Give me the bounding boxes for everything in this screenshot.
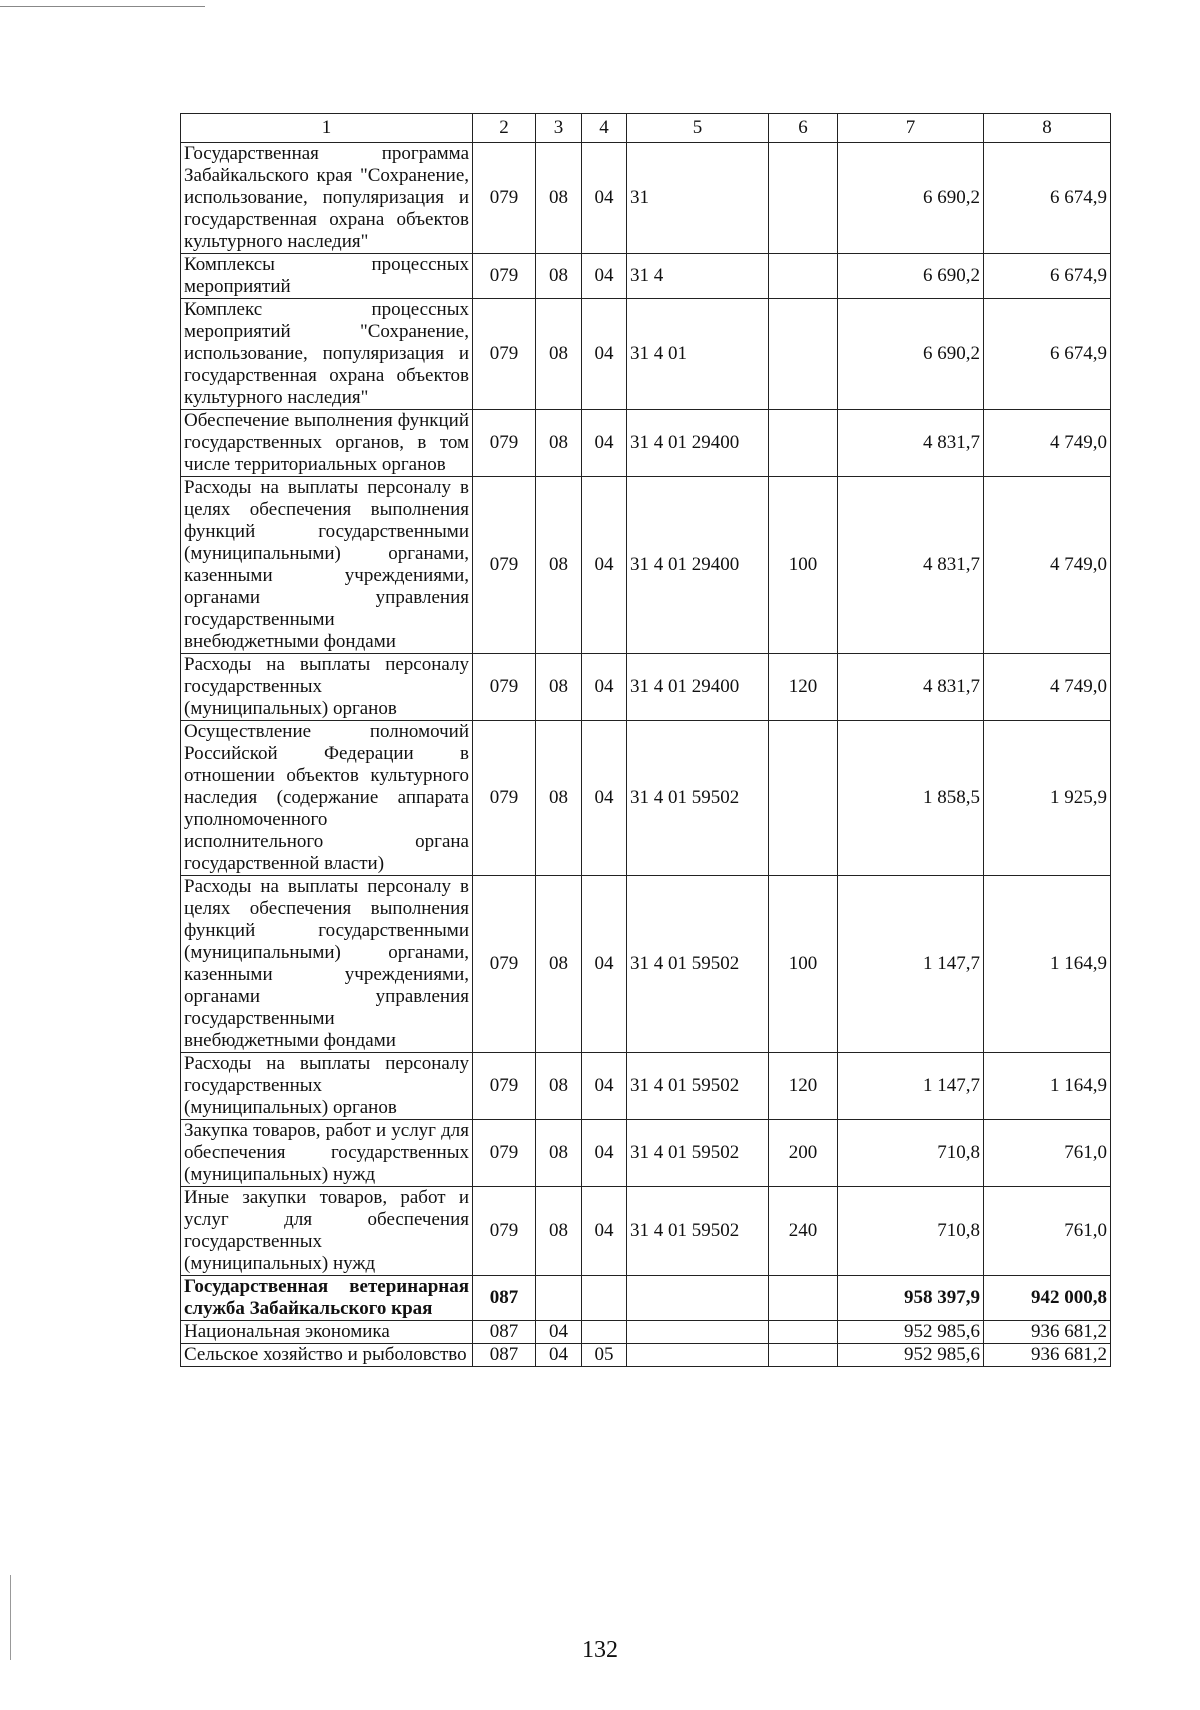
header-cell-1: 1 — [181, 114, 473, 143]
subsection-code-cell: 04 — [582, 410, 627, 477]
section-code-cell: 04 — [536, 1344, 582, 1367]
subsection-code-cell: 05 — [582, 1344, 627, 1367]
expense-type-cell: 100 — [769, 477, 838, 654]
amount-year2-cell: 4 749,0 — [984, 654, 1111, 721]
amount-year2-cell: 761,0 — [984, 1120, 1111, 1187]
target-article-cell: 31 4 01 29400 — [627, 477, 769, 654]
section-code-cell: 08 — [536, 299, 582, 410]
table-row — [181, 1276, 1111, 1321]
expense-type-cell — [769, 299, 838, 410]
section-code-cell: 04 — [536, 1321, 582, 1344]
scan-artifact-line — [0, 6, 205, 7]
page-number: 132 — [582, 1637, 618, 1663]
ministry-code-cell: 087 — [473, 1276, 536, 1321]
row-name-cell: Расходы на выплаты персоналу в целях обеспечения выполнения функций государственными (муниципальными) органами, казенными учреждениями, органами управления государственными внебюджетными фондами — [181, 876, 473, 1053]
expense-type-cell: 200 — [769, 1120, 838, 1187]
section-code-cell: 08 — [536, 143, 582, 254]
subsection-code-cell: 04 — [582, 1053, 627, 1120]
target-article-cell: 31 — [627, 143, 769, 254]
amount-year2-cell: 936 681,2 — [984, 1321, 1111, 1344]
amount-year2-cell: 1 164,9 — [984, 876, 1111, 1053]
subsection-code-cell: 04 — [582, 1187, 627, 1276]
ministry-code-cell: 079 — [473, 876, 536, 1053]
table-row — [181, 1120, 1111, 1187]
table-row — [181, 876, 1111, 1053]
target-article-cell: 31 4 01 59502 — [627, 876, 769, 1053]
expense-type-cell: 120 — [769, 654, 838, 721]
target-article-cell: 31 4 — [627, 254, 769, 299]
ministry-code-cell: 079 — [473, 477, 536, 654]
ministry-code-cell: 087 — [473, 1321, 536, 1344]
table-header-row — [181, 114, 1111, 143]
header-cell-5: 5 — [627, 114, 769, 143]
expense-type-cell — [769, 1276, 838, 1321]
subsection-code-cell: 04 — [582, 721, 627, 876]
table-row — [181, 1187, 1111, 1276]
target-article-cell: 31 4 01 29400 — [627, 654, 769, 721]
row-name-cell: Закупка товаров, работ и услуг для обеспечения государственных (муниципальных) нужд — [181, 1120, 473, 1187]
table-row — [181, 721, 1111, 876]
target-article-cell — [627, 1344, 769, 1367]
amount-year2-cell: 4 749,0 — [984, 410, 1111, 477]
ministry-code-cell: 079 — [473, 654, 536, 721]
section-code-cell: 08 — [536, 1053, 582, 1120]
amount-year1-cell: 958 397,9 — [838, 1276, 984, 1321]
expense-type-cell — [769, 1344, 838, 1367]
ministry-code-cell: 079 — [473, 1053, 536, 1120]
expense-type-cell: 120 — [769, 1053, 838, 1120]
row-name-cell: Государственная программа Забайкальского края "Сохранение, использование, популяризация и государственная охрана объектов культурного наследия" — [181, 143, 473, 254]
expense-type-cell — [769, 254, 838, 299]
amount-year1-cell: 952 985,6 — [838, 1344, 984, 1367]
row-name-cell: Сельское хозяйство и рыболовство — [181, 1344, 473, 1367]
amount-year2-cell: 6 674,9 — [984, 299, 1111, 410]
section-code-cell: 08 — [536, 1187, 582, 1276]
ministry-code-cell: 079 — [473, 410, 536, 477]
expense-type-cell: 100 — [769, 876, 838, 1053]
amount-year1-cell: 4 831,7 — [838, 410, 984, 477]
ministry-code-cell: 079 — [473, 1187, 536, 1276]
table-row — [181, 410, 1111, 477]
subsection-code-cell: 04 — [582, 876, 627, 1053]
row-name-cell: Расходы на выплаты персоналу государственных (муниципальных) органов — [181, 654, 473, 721]
row-name-cell: Комплекс процессных мероприятий "Сохранение, использование, популяризация и государственная охрана объектов культурного наследия" — [181, 299, 473, 410]
amount-year1-cell: 6 690,2 — [838, 143, 984, 254]
subsection-code-cell — [582, 1276, 627, 1321]
amount-year1-cell: 952 985,6 — [838, 1321, 984, 1344]
amount-year1-cell: 6 690,2 — [838, 299, 984, 410]
amount-year2-cell: 1 164,9 — [984, 1053, 1111, 1120]
amount-year2-cell: 1 925,9 — [984, 721, 1111, 876]
expense-type-cell — [769, 410, 838, 477]
row-name-cell: Комплексы процессных мероприятий — [181, 254, 473, 299]
amount-year2-cell: 942 000,8 — [984, 1276, 1111, 1321]
table-row — [181, 1053, 1111, 1120]
subsection-code-cell: 04 — [582, 477, 627, 654]
amount-year2-cell: 6 674,9 — [984, 254, 1111, 299]
section-code-cell: 08 — [536, 721, 582, 876]
target-article-cell: 31 4 01 59502 — [627, 1120, 769, 1187]
header-cell-2: 2 — [473, 114, 536, 143]
ministry-code-cell: 079 — [473, 254, 536, 299]
header-cell-7: 7 — [838, 114, 984, 143]
section-code-cell: 08 — [536, 410, 582, 477]
subsection-code-cell: 04 — [582, 1120, 627, 1187]
section-code-cell — [536, 1276, 582, 1321]
table-body — [181, 114, 1111, 1367]
amount-year1-cell: 710,8 — [838, 1187, 984, 1276]
row-name-cell: Государственная ветеринарная служба Забайкальского края — [181, 1276, 473, 1321]
table-row — [181, 477, 1111, 654]
amount-year2-cell: 6 674,9 — [984, 143, 1111, 254]
table-row — [181, 143, 1111, 254]
expense-type-cell — [769, 1321, 838, 1344]
subsection-code-cell: 04 — [582, 254, 627, 299]
table-row — [181, 1344, 1111, 1367]
budget-table — [180, 113, 1111, 1367]
header-cell-6: 6 — [769, 114, 838, 143]
header-cell-3: 3 — [536, 114, 582, 143]
expense-type-cell — [769, 721, 838, 876]
amount-year2-cell: 761,0 — [984, 1187, 1111, 1276]
target-article-cell: 31 4 01 59502 — [627, 721, 769, 876]
ministry-code-cell: 087 — [473, 1344, 536, 1367]
amount-year1-cell: 1 858,5 — [838, 721, 984, 876]
table-row — [181, 254, 1111, 299]
expense-type-cell: 240 — [769, 1187, 838, 1276]
amount-year1-cell: 1 147,7 — [838, 876, 984, 1053]
header-cell-4: 4 — [582, 114, 627, 143]
amount-year1-cell: 710,8 — [838, 1120, 984, 1187]
amount-year1-cell: 1 147,7 — [838, 1053, 984, 1120]
row-name-cell: Расходы на выплаты персоналу государственных (муниципальных) органов — [181, 1053, 473, 1120]
header-cell-8: 8 — [984, 114, 1111, 143]
amount-year2-cell: 936 681,2 — [984, 1344, 1111, 1367]
table-row — [181, 654, 1111, 721]
amount-year1-cell: 6 690,2 — [838, 254, 984, 299]
table-row — [181, 1321, 1111, 1344]
ministry-code-cell: 079 — [473, 299, 536, 410]
expense-type-cell — [769, 143, 838, 254]
target-article-cell — [627, 1321, 769, 1344]
target-article-cell: 31 4 01 29400 — [627, 410, 769, 477]
ministry-code-cell: 079 — [473, 143, 536, 254]
row-name-cell: Национальная экономика — [181, 1321, 473, 1344]
subsection-code-cell: 04 — [582, 143, 627, 254]
subsection-code-cell — [582, 1321, 627, 1344]
table-row — [181, 299, 1111, 410]
target-article-cell: 31 4 01 — [627, 299, 769, 410]
ministry-code-cell: 079 — [473, 721, 536, 876]
section-code-cell: 08 — [536, 254, 582, 299]
amount-year2-cell: 4 749,0 — [984, 477, 1111, 654]
section-code-cell: 08 — [536, 876, 582, 1053]
ministry-code-cell: 079 — [473, 1120, 536, 1187]
target-article-cell: 31 4 01 59502 — [627, 1187, 769, 1276]
section-code-cell: 08 — [536, 477, 582, 654]
subsection-code-cell: 04 — [582, 299, 627, 410]
section-code-cell: 08 — [536, 1120, 582, 1187]
row-name-cell: Иные закупки товаров, работ и услуг для обеспечения государственных (муниципальных) нужд — [181, 1187, 473, 1276]
amount-year1-cell: 4 831,7 — [838, 477, 984, 654]
row-name-cell: Осуществление полномочий Российской Федерации в отношении объектов культурного наследия (содержание аппарата уполномоченного исполнительного органа государственной власти) — [181, 721, 473, 876]
section-code-cell: 08 — [536, 654, 582, 721]
target-article-cell: 31 4 01 59502 — [627, 1053, 769, 1120]
amount-year1-cell: 4 831,7 — [838, 654, 984, 721]
row-name-cell: Обеспечение выполнения функций государственных органов, в том числе территориальных органов — [181, 410, 473, 477]
row-name-cell: Расходы на выплаты персоналу в целях обеспечения выполнения функций государственными (муниципальными) органами, казенными учреждениями, органами управления государственными внебюджетными фондами — [181, 477, 473, 654]
subsection-code-cell: 04 — [582, 654, 627, 721]
target-article-cell — [627, 1276, 769, 1321]
